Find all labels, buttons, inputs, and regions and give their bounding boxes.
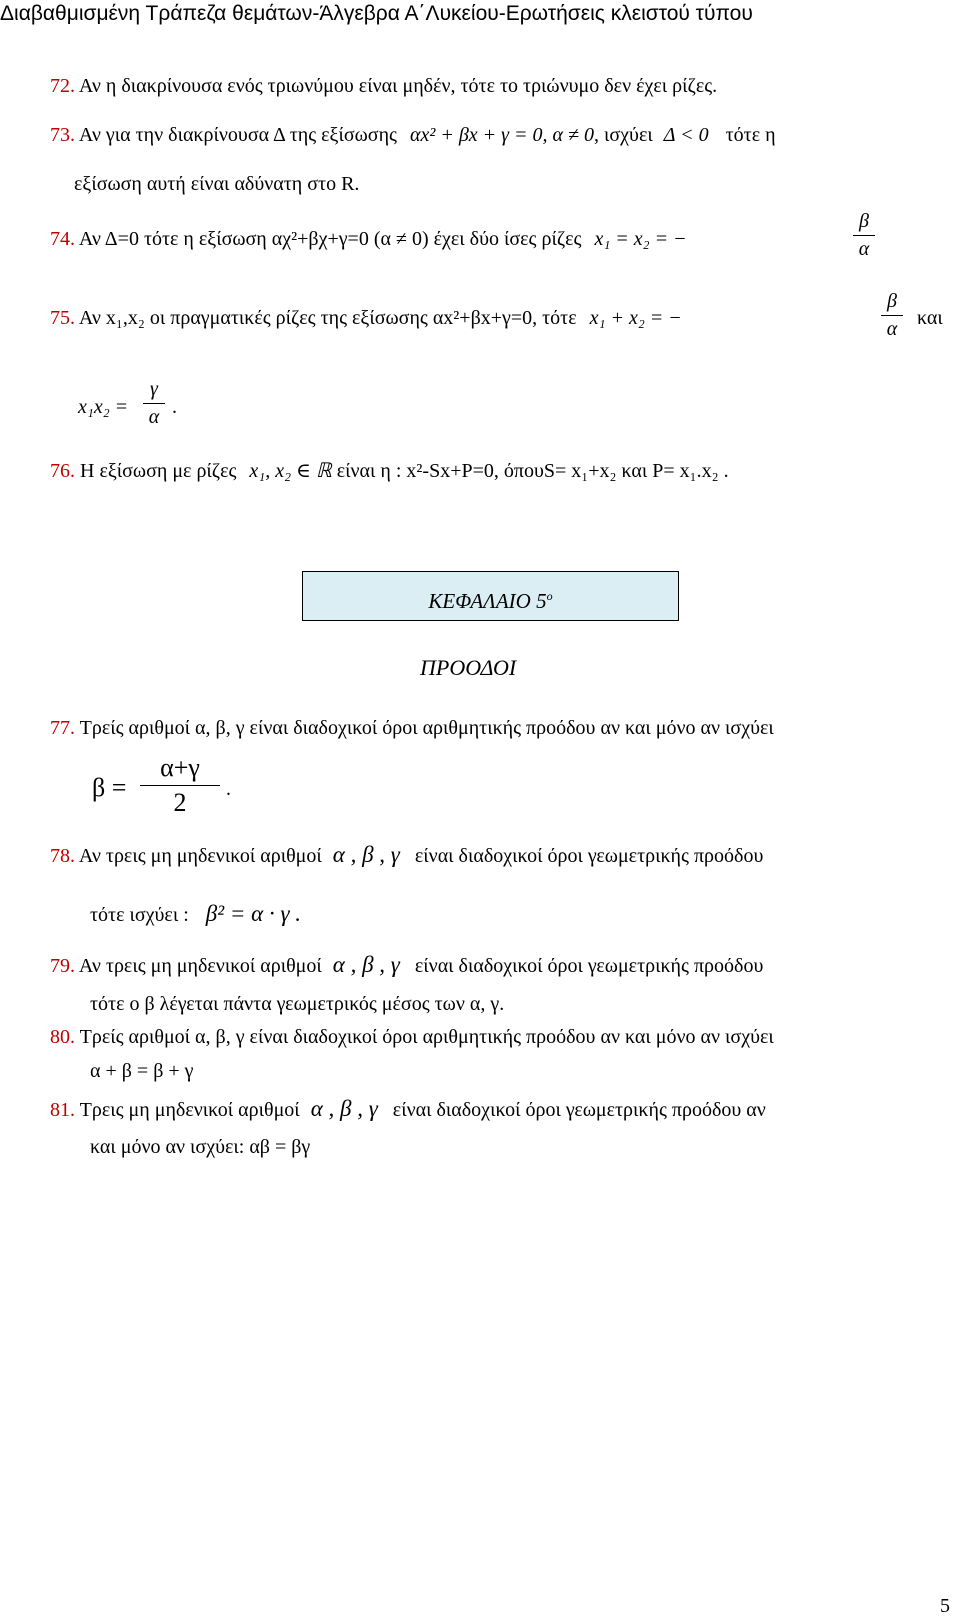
item-text: τότε ισχύει : bbox=[90, 904, 189, 926]
item-81 bbox=[50, 1096, 766, 1122]
fraction-bar bbox=[881, 315, 903, 316]
item-text: Τρείς αριθμοί α, β, γ είναι διαδοχικοί όροι αριθμητικής προόδου αν και μόνο αν ισχύει bbox=[79, 1026, 774, 1048]
item-number: 81. bbox=[50, 1099, 75, 1121]
item-75 bbox=[50, 307, 682, 330]
item-79 bbox=[50, 952, 763, 978]
item-text: είναι διαδοχικοί όροι γεωμετρικής προόδου bbox=[414, 955, 764, 977]
item-79-line2: τότε ο β λέγεται πάντα γεωμετρικός μέσος των α, γ. bbox=[90, 993, 505, 1015]
item-number: 78. bbox=[50, 845, 75, 867]
item-text: είναι η : x²-Sx+P=0, όπουS= x₁+x₂ και P= x₁.x₂ . bbox=[336, 460, 729, 482]
fraction-denominator: 2 bbox=[173, 788, 187, 817]
mean-formula-lhs: β = bbox=[92, 773, 127, 802]
item-number: 80. bbox=[50, 1026, 75, 1048]
period: . bbox=[172, 396, 177, 418]
item-text: Αν για την διακρίνουσα Δ της εξίσωσης bbox=[78, 124, 397, 146]
item-73-line2: εξίσωση αυτή είναι αδύνατη στο R. bbox=[74, 173, 360, 195]
page-number: 5 bbox=[940, 1595, 950, 1617]
roots-set: x₁, x₂ ∈ ℝ bbox=[249, 460, 332, 482]
discriminant-condition: Δ < 0 bbox=[663, 124, 709, 146]
item-text: είναι διαδοχικοί όροι γεωμετρικής προόδου αν bbox=[392, 1099, 766, 1121]
item-text: και bbox=[917, 307, 943, 329]
item-76 bbox=[50, 458, 729, 483]
item-text: Τρεις μη μηδενικοί αριθμοί bbox=[79, 1099, 300, 1121]
item-78-line2 bbox=[90, 901, 301, 927]
fraction-gamma-alpha bbox=[143, 378, 165, 429]
geometric-formula: β² = α · γ . bbox=[205, 901, 302, 926]
item-number: 74. bbox=[50, 228, 75, 250]
item-text: , ισχύει bbox=[594, 124, 653, 146]
chapter-superscript: ο bbox=[546, 589, 553, 603]
fraction-numerator: α+γ bbox=[160, 753, 200, 782]
item-number: 72. bbox=[50, 75, 75, 97]
roots-formula: x₁ = x₂ = − bbox=[594, 228, 687, 250]
variables: α , β , γ bbox=[332, 842, 400, 867]
period: . bbox=[226, 778, 231, 800]
page-header: Διαβαθμισμένη Τράπεζα θεμάτων-Άλγεβρα Α΄Λυκείου-Ερωτήσεις κλειστού τύπου bbox=[0, 2, 753, 25]
fraction-numerator: γ bbox=[150, 378, 158, 400]
fraction-numerator: β bbox=[859, 210, 869, 232]
item-80 bbox=[50, 1026, 774, 1049]
item-text: τότε η bbox=[725, 124, 776, 146]
item-text: Αν x₁,x₂ οι πραγματικές ρίζες της εξίσωσης αx²+βx+γ=0, τότε bbox=[78, 307, 577, 329]
chapter-title-wrap bbox=[303, 572, 678, 625]
fraction-bar bbox=[140, 785, 220, 786]
fraction-beta-alpha bbox=[881, 290, 903, 341]
fraction-mean bbox=[140, 753, 220, 818]
fraction-numerator: β bbox=[887, 290, 897, 312]
fraction-denominator: α bbox=[886, 318, 898, 340]
item-text: Αν τρεις μη μηδενικοί αριθμοί bbox=[78, 955, 322, 977]
item-72 bbox=[50, 75, 717, 98]
item-text: Τρείς αριθμοί α, β, γ είναι διαδοχικοί όροι αριθμητικής προόδου αν και μόνο αν ισχύει bbox=[79, 717, 774, 739]
fraction-denominator: α bbox=[148, 406, 160, 428]
fraction-bar bbox=[143, 403, 165, 404]
chapter-title: ΚΕΦΑΛΑΙΟ 5 bbox=[428, 589, 547, 613]
fraction-bar bbox=[853, 235, 875, 236]
product-formula: x₁x₂ = bbox=[78, 396, 129, 418]
item-text: είναι διαδοχικοί όροι γεωμετρικής προόδου bbox=[414, 845, 764, 867]
chapter-box bbox=[302, 571, 679, 621]
item-number: 76. bbox=[50, 460, 75, 482]
quadratic-formula: αx² + βx + γ = 0, α ≠ 0 bbox=[409, 124, 595, 146]
item-text: Αν Δ=0 τότε η εξίσωση αχ²+βχ+γ=0 (α ≠ 0) έχει δύο ίσες ρίζες bbox=[78, 228, 582, 250]
fraction-denominator: α bbox=[858, 238, 870, 260]
item-number: 73. bbox=[50, 124, 75, 146]
variables: α , β , γ bbox=[310, 1096, 378, 1121]
section-title: ΠΡΟΟΔΟΙ bbox=[420, 655, 517, 680]
item-text: Η εξίσωση με ρίζες bbox=[80, 460, 237, 482]
fraction-beta-alpha bbox=[853, 210, 875, 261]
item-81-line2: και μόνο αν ισχύει: αβ = βγ bbox=[90, 1136, 311, 1158]
item-77 bbox=[50, 717, 774, 740]
sum-formula: x₁ + x₂ = − bbox=[589, 307, 682, 329]
item-text: Αν τρεις μη μηδενικοί αριθμοί bbox=[78, 845, 322, 867]
item-78 bbox=[50, 842, 763, 868]
variables: α , β , γ bbox=[332, 952, 400, 977]
item-number: 77. bbox=[50, 717, 75, 739]
item-73 bbox=[50, 124, 776, 147]
item-number: 79. bbox=[50, 955, 75, 977]
item-text: Αν η διακρίνουσα ενός τριωνύμου είναι μηδέν, τότε το τριώνυμο δεν έχει ρίζες. bbox=[78, 75, 718, 97]
item-74 bbox=[50, 228, 687, 251]
item-80-line2: α + β = β + γ bbox=[90, 1060, 194, 1082]
item-number: 75. bbox=[50, 307, 75, 329]
